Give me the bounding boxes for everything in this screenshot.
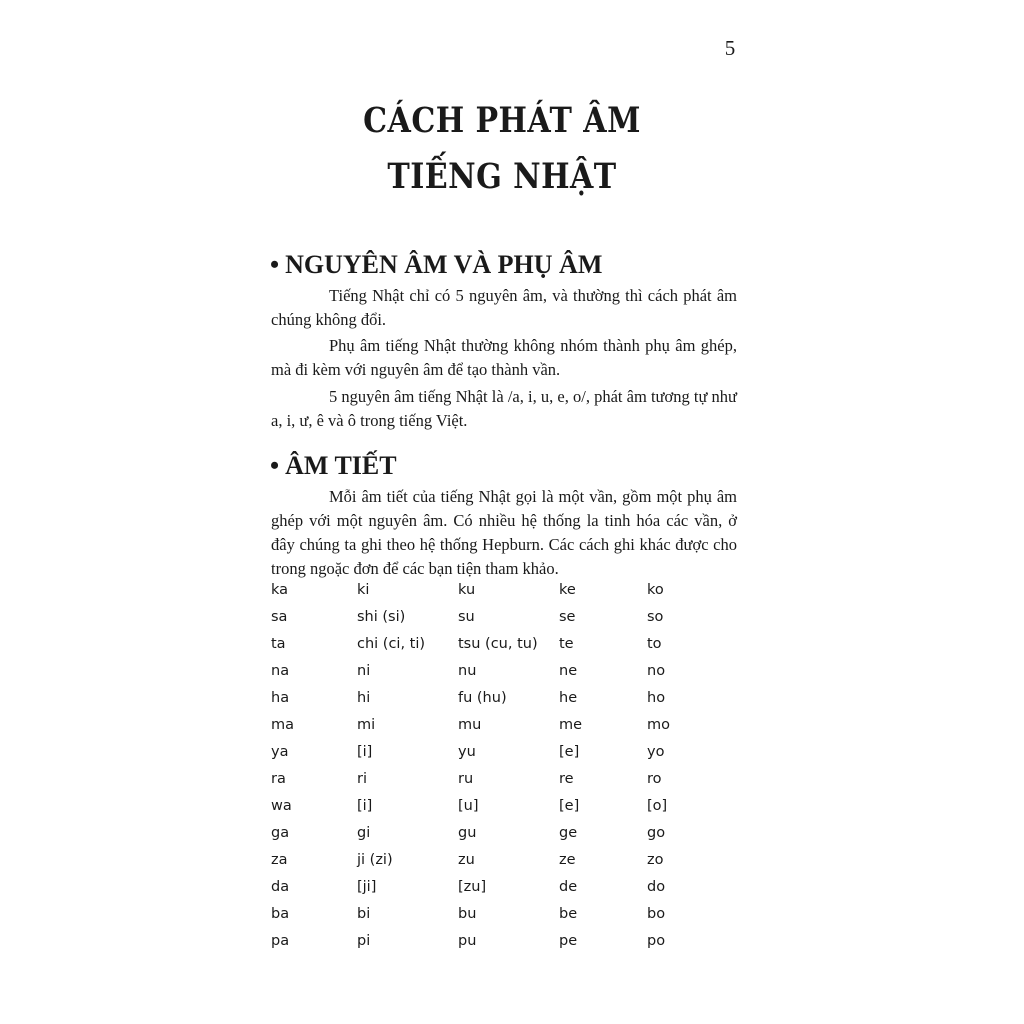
table-cell: su bbox=[458, 609, 475, 625]
table-cell: [i] bbox=[357, 798, 373, 814]
table-cell: [u] bbox=[458, 798, 479, 814]
table-cell: chi (ci, ti) bbox=[357, 636, 426, 652]
table-cell: mu bbox=[458, 717, 482, 733]
table-row bbox=[271, 609, 731, 636]
table-cell: ro bbox=[647, 771, 662, 787]
table-cell: re bbox=[559, 771, 574, 787]
table-cell: zo bbox=[647, 852, 664, 868]
page-number: 5 bbox=[724, 36, 736, 60]
table-cell: za bbox=[271, 852, 288, 868]
table-cell: shi (si) bbox=[357, 609, 406, 625]
table-cell: ge bbox=[559, 825, 578, 841]
paragraph: Mỗi âm tiết của tiếng Nhật gọi là một vần, gồm một phụ âm ghép với một nguyên âm. Có nhiều hệ thống la tinh hóa các vần, ở đây chúng ta ghi theo hệ thống Hepburn. Các cách ghi khác được cho trong ngoặc đơn để các bạn tiện tham khảo. bbox=[271, 487, 737, 578]
table-cell: [i] bbox=[357, 744, 373, 760]
table-cell: ka bbox=[271, 582, 289, 598]
table-row bbox=[271, 717, 731, 744]
section-heading-text: NGUYÊN ÂM VÀ PHỤ ÂM bbox=[285, 250, 603, 279]
table-cell: ne bbox=[559, 663, 578, 679]
table-cell: bo bbox=[647, 906, 666, 922]
table-cell: mo bbox=[647, 717, 670, 733]
table-cell: zu bbox=[458, 852, 475, 868]
table-cell: bu bbox=[458, 906, 477, 922]
table-cell: so bbox=[647, 609, 664, 625]
table-cell: ki bbox=[357, 582, 370, 598]
table-cell: mi bbox=[357, 717, 376, 733]
page-title-line-1: CÁCH PHÁT ÂM bbox=[363, 100, 641, 141]
table-row bbox=[271, 879, 731, 906]
paragraph: 5 nguyên âm tiếng Nhật là /a, i, u, e, o/, phát âm tương tự như a, i, ư, ê và ô trong tiếng Việt. bbox=[271, 387, 737, 430]
table-cell: ra bbox=[271, 771, 286, 787]
table-cell: de bbox=[559, 879, 578, 895]
table-cell: ke bbox=[559, 582, 576, 598]
syllable-table bbox=[271, 582, 731, 960]
table-cell: gi bbox=[357, 825, 371, 841]
table-cell: go bbox=[647, 825, 666, 841]
table-row bbox=[271, 906, 731, 933]
table-row bbox=[271, 933, 731, 960]
table-cell: ku bbox=[458, 582, 476, 598]
table-cell: ta bbox=[271, 636, 286, 652]
table-cell: tsu (cu, tu) bbox=[458, 636, 538, 652]
table-row bbox=[271, 825, 731, 852]
table-cell: ri bbox=[357, 771, 367, 787]
table-cell: ru bbox=[458, 771, 474, 787]
table-cell: ze bbox=[559, 852, 576, 868]
table-cell: ma bbox=[271, 717, 295, 733]
table-cell: pa bbox=[271, 933, 290, 949]
table-cell: be bbox=[559, 906, 578, 922]
table-cell: do bbox=[647, 879, 666, 895]
table-cell: na bbox=[271, 663, 290, 679]
table-cell: ni bbox=[357, 663, 371, 679]
table-cell: ga bbox=[271, 825, 290, 841]
table-row bbox=[271, 636, 731, 663]
table-row bbox=[271, 690, 731, 717]
table-cell: [ji] bbox=[357, 879, 377, 895]
table-row bbox=[271, 771, 731, 798]
paragraph: Tiếng Nhật chỉ có 5 nguyên âm, và thường thì cách phát âm chúng không đổi. bbox=[271, 286, 737, 329]
section-heading-syllables bbox=[270, 451, 397, 481]
table-cell: te bbox=[559, 636, 574, 652]
table-row bbox=[271, 663, 731, 690]
table-cell: me bbox=[559, 717, 583, 733]
page-title-line-2: TIẾNG NHẬT bbox=[387, 156, 617, 197]
table-cell: po bbox=[647, 933, 666, 949]
table-cell: ha bbox=[271, 690, 290, 706]
table-cell: ya bbox=[271, 744, 289, 760]
table-cell: [zu] bbox=[458, 879, 487, 895]
table-cell: [o] bbox=[647, 798, 668, 814]
bullet-icon: • bbox=[270, 250, 280, 279]
bullet-icon: • bbox=[270, 451, 280, 480]
table-cell: he bbox=[559, 690, 578, 706]
table-cell: ho bbox=[647, 690, 666, 706]
table-cell: no bbox=[647, 663, 666, 679]
table-cell: to bbox=[647, 636, 662, 652]
table-cell: gu bbox=[458, 825, 477, 841]
table-row bbox=[271, 798, 731, 825]
table-row bbox=[271, 852, 731, 879]
table-cell: ji (zi) bbox=[357, 852, 393, 868]
table-cell: fu (hu) bbox=[458, 690, 507, 706]
table-cell: pe bbox=[559, 933, 578, 949]
section-heading-vowels-consonants bbox=[270, 250, 602, 280]
paragraph: Phụ âm tiếng Nhật thường không nhóm thành phụ âm ghép, mà đi kèm với nguyên âm để tạo thành vần. bbox=[271, 336, 737, 379]
table-cell: da bbox=[271, 879, 290, 895]
table-cell: wa bbox=[271, 798, 292, 814]
table-cell: pi bbox=[357, 933, 371, 949]
section-heading-text: ÂM TIẾT bbox=[285, 451, 397, 480]
table-cell: pu bbox=[458, 933, 477, 949]
table-row bbox=[271, 744, 731, 771]
table-row bbox=[271, 582, 731, 609]
table-cell: sa bbox=[271, 609, 288, 625]
table-cell: bi bbox=[357, 906, 371, 922]
table-cell: ba bbox=[271, 906, 290, 922]
table-cell: [e] bbox=[559, 798, 580, 814]
table-cell: nu bbox=[458, 663, 477, 679]
table-cell: hi bbox=[357, 690, 371, 706]
table-cell: [e] bbox=[559, 744, 580, 760]
table-cell: ko bbox=[647, 582, 664, 598]
table-cell: yu bbox=[458, 744, 476, 760]
table-cell: se bbox=[559, 609, 576, 625]
table-cell: yo bbox=[647, 744, 665, 760]
